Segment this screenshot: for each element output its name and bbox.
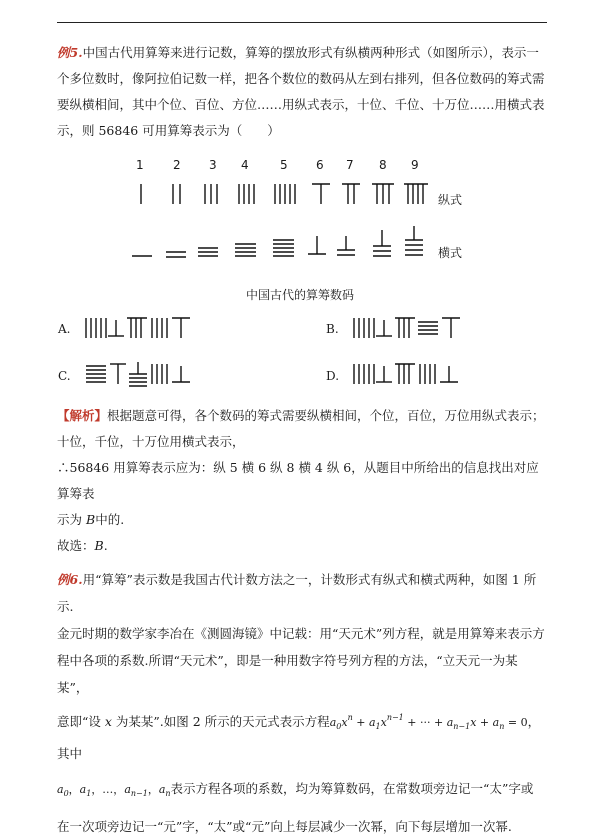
- example6-line6: 在一次项旁边记一“元”字，“太”或“元”向上每层减少一次幂，向下每层增加一次幂.: [57, 819, 512, 834]
- horizontal-label: 横式: [438, 246, 463, 260]
- analysis-line3-prefix: ∴56846: [57, 460, 110, 475]
- analysis-answer: [57, 533, 547, 559]
- figure-caption: 中国古代的算筹数码: [245, 288, 354, 302]
- analysis-line4-suffix: 中的.: [95, 512, 125, 527]
- answer-prefix: 故选：: [57, 538, 95, 553]
- digit-label-4: 4: [241, 158, 249, 172]
- digit-label-1: 1: [136, 158, 144, 172]
- digit-label-8: 8: [379, 158, 387, 172]
- option-d-rods[interactable]: [352, 362, 492, 390]
- example5-line1-text: 中国古代用算筹来进行记数，算筹的摆放形式有纵横两种形式（如图所示），表示一: [82, 45, 539, 60]
- digit-label-9: 9: [411, 158, 419, 172]
- digit-label-5: 5: [280, 158, 288, 172]
- example6-line2: 金元时期的数学家李冶在《测圆海镜》中记载：用“天元术”列方程，就是用算筹来表示方: [57, 626, 545, 641]
- example5-text: [57, 40, 547, 144]
- option-b-rods[interactable]: [352, 316, 492, 340]
- example6-line4-var: x: [104, 714, 112, 729]
- example6-line4: [57, 704, 547, 767]
- equation: $a_0x^n + a_1x^{n-1}$ + ··· + $a_{n-1}x + a_n = 0$: [329, 713, 528, 731]
- analysis-line3: [57, 455, 547, 507]
- analysis-line3-rest: 用算筹表示应为：纵 5 横 6 纵 8 横 4 纵 6，从题目中所给出的信息找出对应算筹表: [57, 460, 539, 501]
- example6-line5-rest: 表示方程各项的系数，均为筹算数码，在常数项旁边记一“太”字或: [170, 781, 534, 796]
- example5-line4: 示，则 56846 可用算筹表示为（ ）: [57, 123, 280, 138]
- analysis-line1: [57, 403, 547, 429]
- example6-line1: [57, 566, 547, 620]
- analysis-line4-prefix: 示为: [57, 512, 83, 527]
- digit-label-3: 3: [209, 158, 217, 172]
- example6-line3: 程中各项的系数.所谓“天元术”，即是一种用数字符号列方程的方法，“立天元一为某某”，: [57, 653, 518, 695]
- digit-label-6: 6: [316, 158, 324, 172]
- option-a-rods[interactable]: [84, 316, 224, 340]
- example6-line4-b: 为某某”.如图 2 所示的天元式表示方程: [111, 714, 330, 729]
- analysis-line2: 十位，千位，十万位用横式表示，: [57, 434, 245, 449]
- vertical-label: 纵式: [438, 193, 463, 207]
- example5-line3: 要纵横相间，其中个位、百位、方位……用纵式表示，十位、千位、十万位……用横式表: [57, 97, 545, 112]
- option-d-label[interactable]: D.: [326, 369, 340, 383]
- example6-text: [57, 566, 547, 840]
- example5-label: 例5.: [57, 45, 83, 60]
- option-c-rods[interactable]: [84, 360, 224, 388]
- example6-label: 例6.: [57, 572, 83, 587]
- horizontal-rods-figure: [0, 222, 600, 282]
- option-c-label[interactable]: C.: [58, 369, 71, 383]
- analysis-line4-var: B: [86, 512, 96, 527]
- top-rule: [57, 22, 547, 23]
- analysis-label: 【解析】: [57, 408, 108, 423]
- option-b-label[interactable]: B.: [326, 322, 339, 336]
- coefficient-list: $a_0$，$a_1$，…，$a_{n-1}$，$a_n$: [57, 783, 171, 798]
- option-a-label[interactable]: A.: [58, 322, 71, 336]
- analysis-line4: [57, 507, 547, 533]
- analysis-block: [57, 403, 547, 559]
- example5-line2: 个多位数时，像阿拉伯记数一样，把各个数位的数码从左到右排列，但各位数码的筹式需: [57, 71, 545, 86]
- example6-line1-text: 用“算筹”表示数是我国古代计数方法之一，计数形式有纵式和横式两种，如图 1 所示.: [57, 572, 537, 614]
- example6-line5: [57, 775, 547, 807]
- digit-label-2: 2: [173, 158, 181, 172]
- example5-line1: [57, 40, 547, 66]
- example6-line4-a: 意即“设: [57, 714, 105, 729]
- answer-var: B: [94, 538, 104, 553]
- digit-label-7: 7: [346, 158, 354, 172]
- answer-suffix: .: [103, 538, 108, 553]
- analysis-line1-text: 根据题意可得，各个数码的筹式需要纵横相间，个位，百位，万位用纵式表示；: [107, 408, 545, 423]
- example6-line4-c: ，其中: [57, 714, 541, 761]
